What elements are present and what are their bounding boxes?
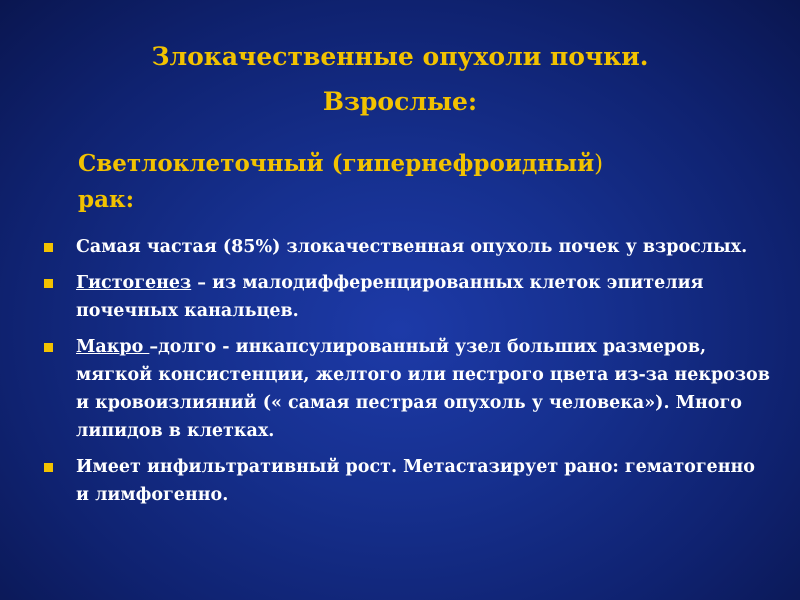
bullet-text: Самая частая (85%) злокачественная опухоль почек у взрослых.: [76, 237, 748, 257]
bullet-item: [40, 453, 770, 509]
bullet-text: –долго - инкапсулированный узел больших размеров, мягкой консистенции, желтого или пестрого цвета из-за некрозов и кровоизлияний (« самая пестрая опухоль у человека»). Много липидов в клетках.: [76, 337, 770, 441]
bullet-term: Макро: [76, 337, 150, 357]
square-bullet-icon: [44, 343, 53, 352]
subtitle-paren: ): [594, 151, 604, 177]
square-bullet-icon: [44, 463, 53, 472]
square-bullet-icon: [44, 279, 53, 288]
slide-title: [60, 34, 740, 124]
bullet-text: Имеет инфильтративный рост. Метастазирует рано: гематогенно и лимфогенно.: [76, 457, 755, 505]
title-line-1: Злокачественные опухоли почки.: [151, 42, 649, 71]
square-bullet-icon: [44, 243, 53, 252]
slide-subtitle: [78, 146, 718, 217]
bullet-text: – из малодифференцированных клеток эпителия почечных канальцев.: [76, 273, 704, 321]
subtitle-line-1: [78, 146, 718, 182]
bullet-list: [40, 233, 770, 517]
subtitle-line-2: рак:: [78, 186, 135, 213]
bullet-term: Гистогенез: [76, 273, 192, 293]
title-line-2: Взрослые:: [322, 87, 478, 116]
bullet-item: [40, 333, 770, 445]
bullet-item: [40, 233, 770, 261]
subtitle-main-text: Светлоклеточный (гипернефроидный: [78, 150, 595, 177]
bullet-item: [40, 269, 770, 325]
